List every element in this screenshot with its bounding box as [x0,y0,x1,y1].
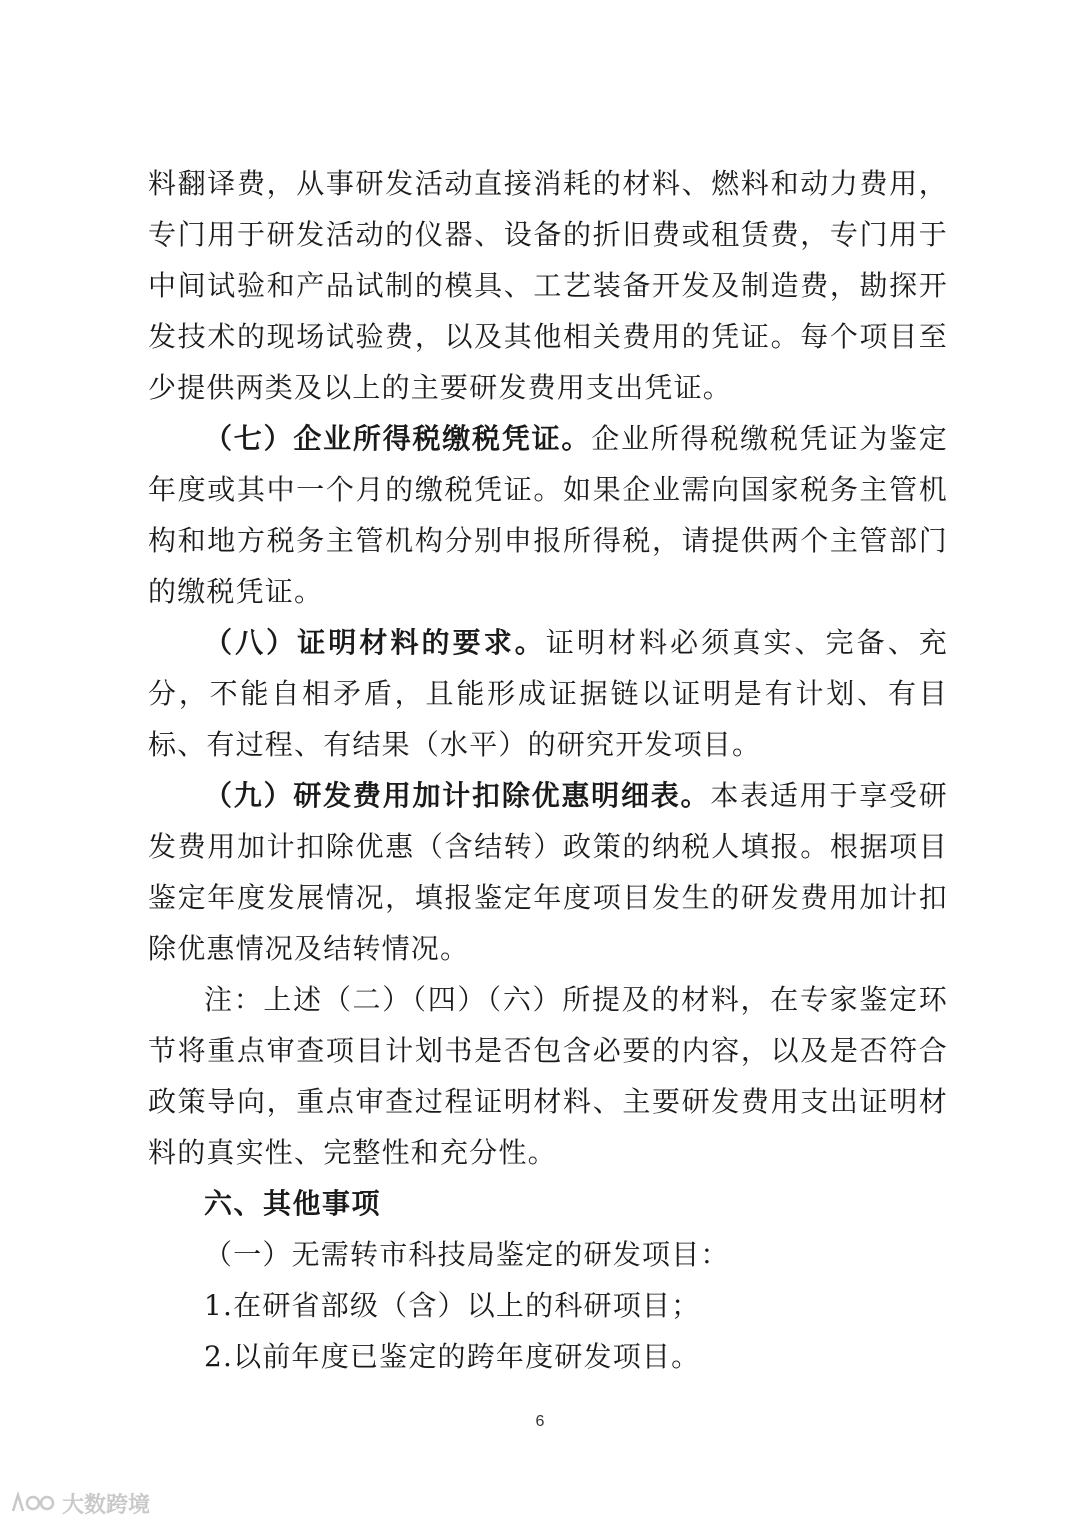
subsection-heading-exempt-projects: （一）无需转市科技局鉴定的研发项目： [204,1238,730,1271]
paragraph-deduction-schedule [148,770,948,974]
paragraph-tax-certificate [148,413,948,617]
watermark [10,1488,150,1518]
section-heading-other-matters: 六、其他事项 [204,1187,382,1220]
paragraph-tax-certificate-body: 企业所得税缴税凭证为鉴定年度或其中一个月的缴税凭证。如果企业需向国家税务主管机构和地方税务主管机构分别申报所得税，请提供两个主管部门的缴税凭证。 [148,422,948,608]
list-item: 2.以前年度已鉴定的跨年度研发项目。 [204,1340,701,1373]
watermark-text: 大数跨境 [62,1492,151,1518]
paragraph-expense-vouchers: 料翻译费，从事研发活动直接消耗的材料、燃料和动力费用，专门用于研发活动的仪器、设备的折旧费或租赁费，专门用于中间试验和产品试制的模具、工艺装备开发及制造费，勘探开发技术的现场试验费，以及其他相关费用的凭证。每个项目至少提供两类及以上的主要研发费用支出凭证。 [148,167,948,404]
paragraph-evidence-requirements-lead: （八）证明材料的要求。 [204,626,546,659]
paragraph-evidence-requirements [148,617,948,770]
paragraph-tax-certificate-lead: （七）企业所得税缴税凭证。 [204,422,592,455]
paragraph-deduction-schedule-body: 本表适用于享受研发费用加计扣除优惠（含结转）政策的纳税人填报。根据项目鉴定年度发展情况，填报鉴定年度项目发生的研发费用加计扣除优惠情况及结转情况。 [148,779,948,965]
paragraph-note: 注：上述（二）（四）（六）所提及的材料，在专家鉴定环节将重点审查项目计划书是否包含必要的内容，以及是否符合政策导向，重点审查过程证明材料、主要研发费用支出证明材料的真实性、完整性和充分性。 [148,983,948,1169]
page-number: 6 [535,1413,545,1430]
paragraph-deduction-schedule-lead: （九）研发费用加计扣除优惠明细表。 [204,779,711,812]
logo-icon [10,1491,56,1515]
list-item: 1.在研省部级（含）以上的科研项目； [204,1289,701,1322]
paragraph-evidence-requirements-body: 证明材料必须真实、完备、充分，不能自相矛盾，且能形成证据链以证明是有计划、有目标、有过程、有结果（水平）的研究开发项目。 [148,626,948,761]
